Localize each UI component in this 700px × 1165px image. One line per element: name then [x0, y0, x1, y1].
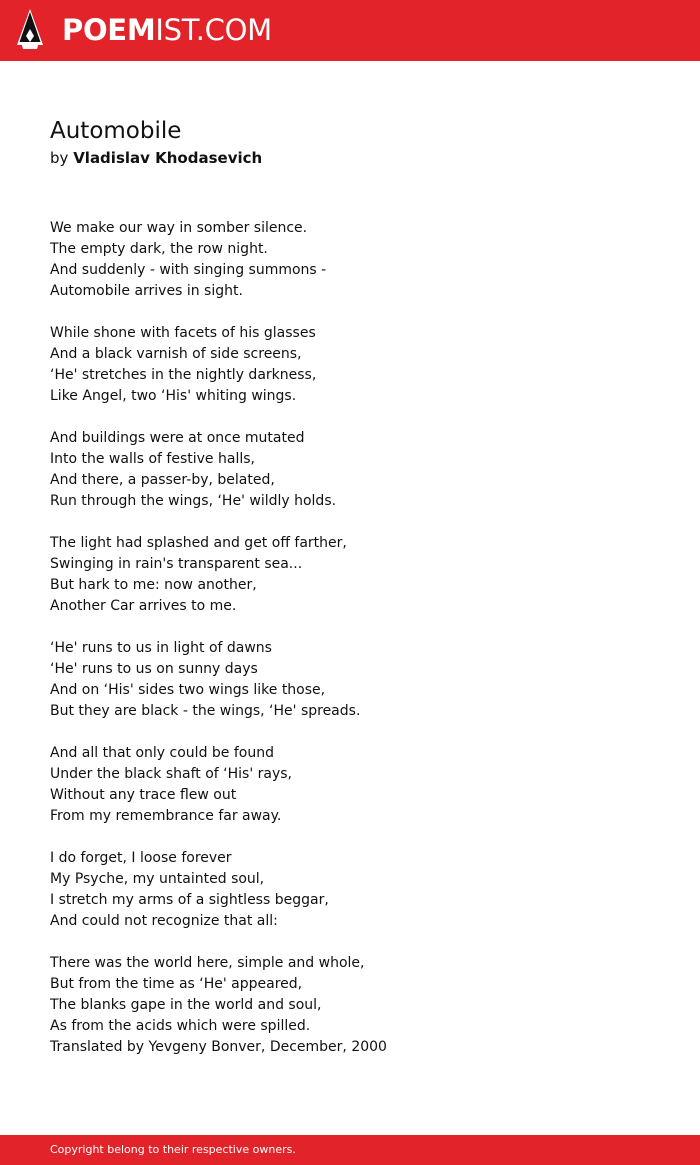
poem-line: As from the acids which were spilled.: [50, 1018, 311, 1034]
poem-line: Swinging in rain's transparent sea...: [50, 556, 303, 572]
brand-name-light: IST.COM: [155, 13, 272, 47]
stanza: [50, 953, 650, 1058]
stanza: [50, 218, 650, 302]
stanza: [50, 428, 650, 512]
brand-name-bold: POEM: [62, 13, 156, 47]
stanza: [50, 533, 650, 617]
poem-line: There was the world here, simple and whole,: [50, 955, 365, 971]
poem-line: I stretch my arms of a sightless beggar,: [50, 892, 329, 908]
poem-line: But from the time as ‘He' appeared,: [50, 976, 303, 992]
poem-line: ‘He' stretches in the nightly darkness,: [50, 367, 317, 383]
site-header: [0, 0, 700, 61]
poem-line: From my remembrance far away.: [50, 808, 282, 824]
poem-body: [50, 218, 650, 1079]
poem-line: And suddenly - with singing summons -: [50, 262, 327, 278]
poem-line: The light had splashed and get off farther,: [50, 535, 347, 551]
poem-line: And could not recognize that all:: [50, 913, 278, 929]
poem-line: Like Angel, two ‘His' whiting wings.: [50, 388, 297, 404]
poem-line: And buildings were at once mutated: [50, 430, 305, 446]
poem-line: The blanks gape in the world and soul,: [50, 997, 322, 1013]
by-label: by: [50, 149, 69, 167]
poem-line: We make our way in somber silence.: [50, 220, 308, 236]
copyright-notice: Copyright belong to their respective owners.: [50, 1143, 296, 1156]
poem-line: Into the walls of festive halls,: [50, 451, 255, 467]
stanza: [50, 638, 650, 722]
stanza: [50, 743, 650, 827]
poem-line: But they are black - the wings, ‘He' spreads.: [50, 703, 361, 719]
poem-line: While shone with facets of his glasses: [50, 325, 316, 341]
poem-line: I do forget, I loose forever: [50, 850, 232, 866]
poem-line: Translated by Yevgeny Bonver, December, 2000: [50, 1039, 387, 1055]
poem-line: Without any trace flew out: [50, 787, 237, 803]
poem-line: ‘He' runs to us on sunny days: [50, 661, 258, 677]
author-name: Vladislav Khodasevich: [73, 149, 263, 167]
poem-line: Another Car arrives to me.: [50, 598, 237, 614]
poem-header: [50, 116, 262, 170]
site-footer: [0, 1135, 700, 1165]
stanza: [50, 323, 650, 407]
poem-line: The empty dark, the row night.: [50, 241, 268, 257]
poem-line: But hark to me: now another,: [50, 577, 257, 593]
stanza: [50, 848, 650, 932]
poem-line: Run through the wings, ‘He' wildly holds.: [50, 493, 337, 509]
poem-line: And on ‘His' sides two wings like those,: [50, 682, 326, 698]
poem-line: Automobile arrives in sight.: [50, 283, 243, 299]
poem-line: Under the black shaft of ‘His' rays,: [50, 766, 292, 782]
poem-line: ‘He' runs to us in light of dawns: [50, 640, 272, 656]
pencil-logo-icon[interactable]: [17, 9, 43, 51]
poem-line: My Psyche, my untainted soul,: [50, 871, 265, 887]
poem-line: And there, a passer-by, belated,: [50, 472, 275, 488]
site-logo-text[interactable]: [62, 12, 272, 48]
byline: [50, 146, 262, 170]
poem-line: And a black varnish of side screens,: [50, 346, 302, 362]
poem-line: And all that only could be found: [50, 745, 274, 761]
poem-title: Automobile: [50, 118, 182, 144]
